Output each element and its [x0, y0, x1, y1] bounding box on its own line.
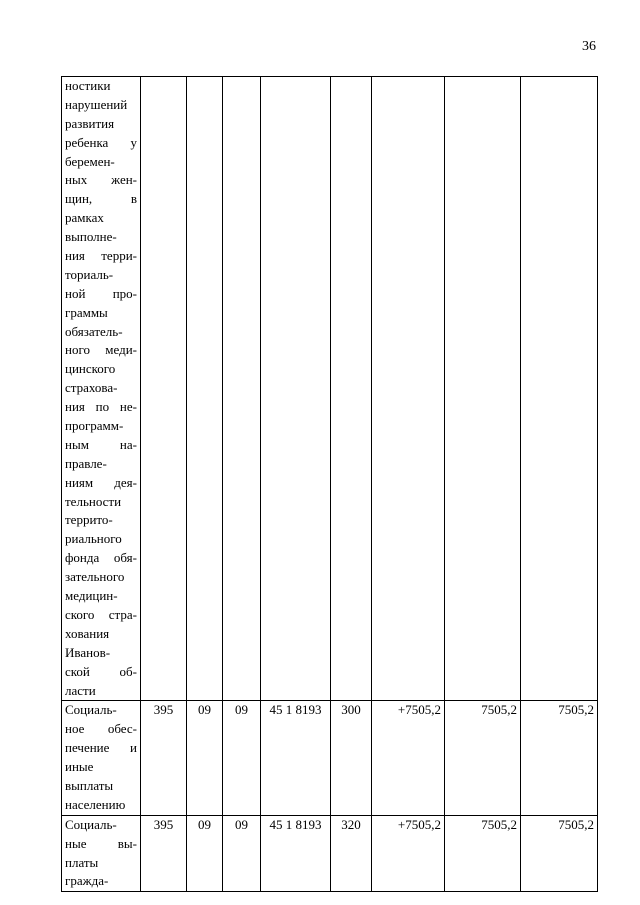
expense-type-cell: [331, 77, 372, 701]
target-article-cell: [261, 77, 331, 701]
subsection-cell: 09: [223, 701, 261, 815]
section-cell: [187, 77, 223, 701]
code-cell: 395: [141, 815, 187, 892]
expense-type-cell: 300: [331, 701, 372, 815]
section-cell: 09: [187, 701, 223, 815]
amount-cell: [445, 77, 521, 701]
amount-cell: 7505,2: [521, 815, 598, 892]
change-cell: +7505,2: [372, 701, 445, 815]
row-name-cell: Социаль- ные вы- платы гражда-: [62, 815, 141, 892]
table-row: [62, 77, 598, 701]
page-number: 36: [582, 39, 596, 54]
row-name-cell: Социаль- ное обес- печение и иные выплаты населению: [62, 701, 141, 815]
budget-table: [61, 76, 598, 892]
table-row: [62, 815, 598, 892]
row-name-cell: ностики нарушений развития ребенка у беремен- ных жен- щин, в рамках выполне- ния терри- ториаль- ной про- граммы обязатель- ного меди- цинского страхова- ния по не- программ- ным на- правле- ниям дея- тельности террито- риального фонда обя- зательного медицин- ского стра- хования Иванов- ской об- ласти: [62, 77, 141, 701]
amount-cell: 7505,2: [445, 815, 521, 892]
amount-cell: [521, 77, 598, 701]
change-cell: [372, 77, 445, 701]
expense-type-cell: 320: [331, 815, 372, 892]
change-cell: +7505,2: [372, 815, 445, 892]
amount-cell: 7505,2: [521, 701, 598, 815]
target-article-cell: 45 1 8193: [261, 815, 331, 892]
amount-cell: 7505,2: [445, 701, 521, 815]
code-cell: 395: [141, 701, 187, 815]
table-row: [62, 701, 598, 815]
target-article-cell: 45 1 8193: [261, 701, 331, 815]
subsection-cell: [223, 77, 261, 701]
subsection-cell: 09: [223, 815, 261, 892]
section-cell: 09: [187, 815, 223, 892]
code-cell: [141, 77, 187, 701]
